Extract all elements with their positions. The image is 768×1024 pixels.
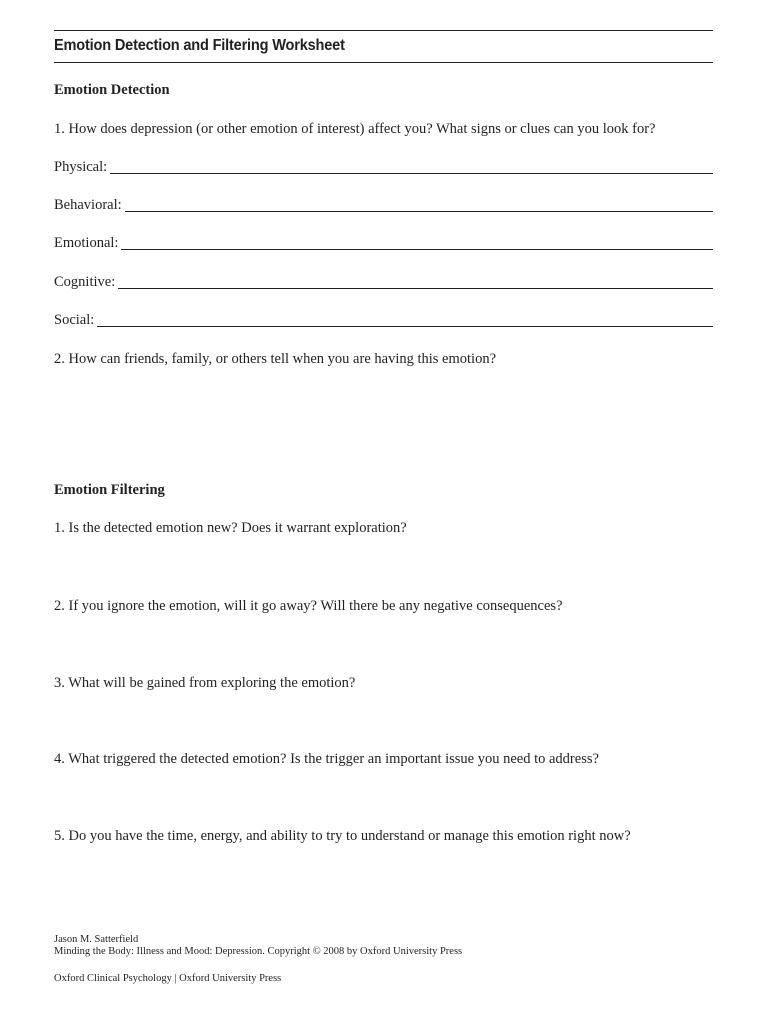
- top-rule: [54, 30, 713, 31]
- filtering-question-3: 3. What will be gained from exploring the emotion?: [54, 675, 356, 691]
- behavioral-label: Behavioral:: [54, 197, 122, 213]
- filtering-question-4: 4. What triggered the detected emotion? Is the trigger an important issue you need to address?: [54, 751, 599, 767]
- emotional-field[interactable]: [54, 234, 713, 252]
- filtering-question-1: 1. Is the detected emotion new? Does it warrant exploration?: [54, 520, 407, 536]
- behavioral-field[interactable]: [54, 196, 713, 214]
- emotional-label: Emotional:: [54, 235, 119, 251]
- cognitive-label: Cognitive:: [54, 274, 116, 290]
- filtering-question-2: 2. If you ignore the emotion, will it go away? Will there be any negative consequences?: [54, 598, 563, 614]
- detection-question-1: 1. How does depression (or other emotion of interest) affect you? What signs or clues can you look for?: [54, 121, 656, 137]
- physical-field[interactable]: [54, 158, 713, 176]
- title-underline: [54, 62, 713, 63]
- emotional-answer-line[interactable]: [121, 249, 713, 250]
- social-field[interactable]: [54, 311, 713, 329]
- social-answer-line[interactable]: [97, 326, 713, 327]
- footer-author: Jason M. Satterfield: [54, 934, 139, 945]
- physical-label: Physical:: [54, 159, 108, 175]
- footer-series: Oxford Clinical Psychology | Oxford University Press: [54, 973, 282, 984]
- filtering-question-5: 5. Do you have the time, energy, and ability to try to understand or manage this emotion right now?: [54, 828, 631, 844]
- emotion-detection-heading: Emotion Detection: [54, 82, 170, 98]
- cognitive-answer-line[interactable]: [118, 288, 713, 289]
- detection-question-2: 2. How can friends, family, or others tell when you are having this emotion?: [54, 351, 497, 367]
- emotion-filtering-heading: Emotion Filtering: [54, 482, 165, 498]
- physical-answer-line[interactable]: [110, 173, 713, 174]
- social-label: Social:: [54, 312, 95, 328]
- behavioral-answer-line[interactable]: [125, 211, 713, 212]
- page-title: Emotion Detection and Filtering Worksheet: [54, 37, 345, 54]
- footer-citation: Minding the Body: Illness and Mood: Depression. Copyright © 2008 by Oxford University Press: [54, 946, 463, 957]
- cognitive-field[interactable]: [54, 273, 713, 291]
